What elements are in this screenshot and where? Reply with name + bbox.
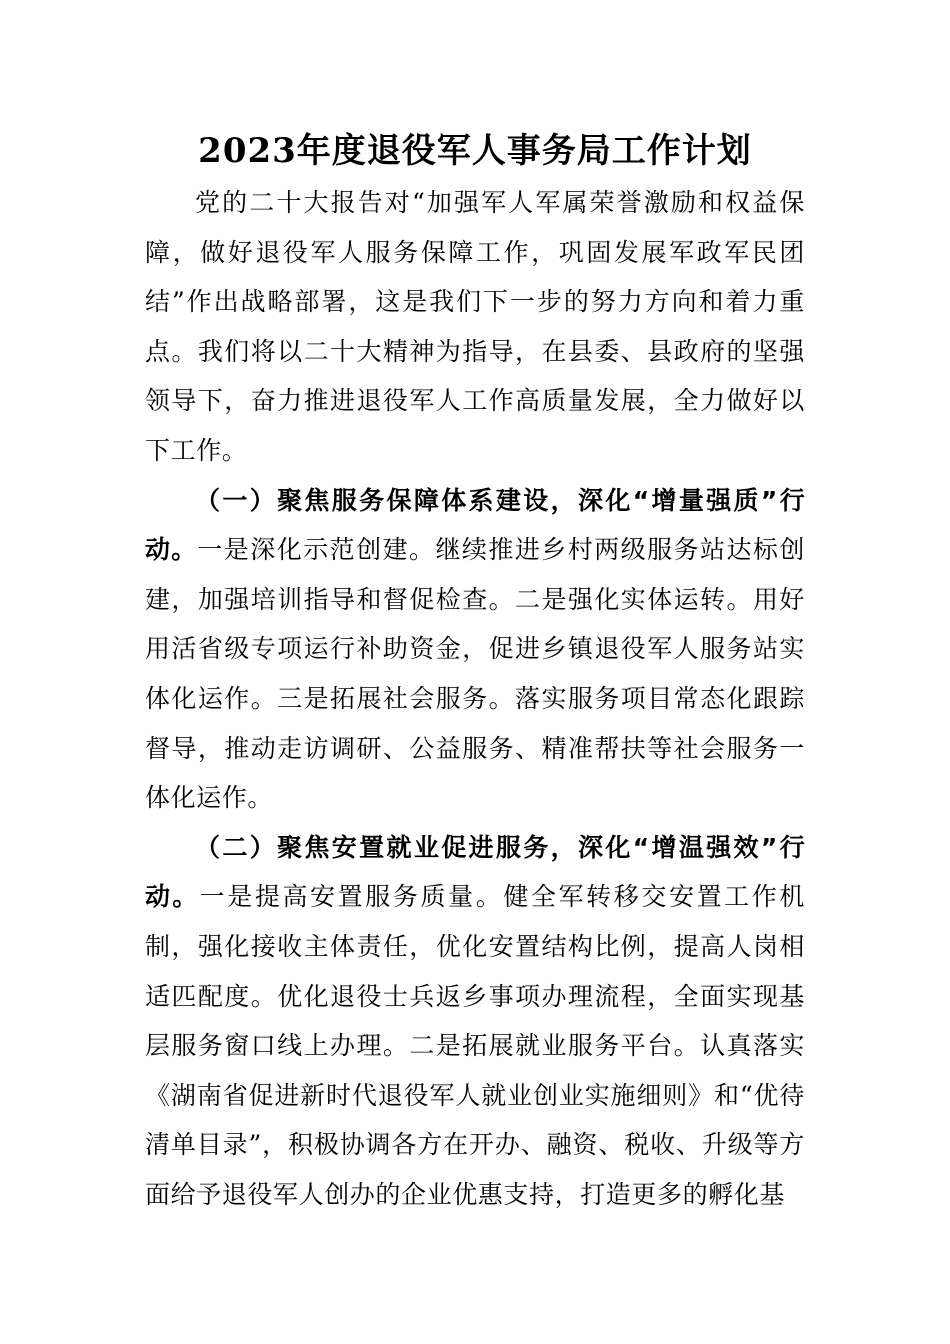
section-1-heading: （一）聚焦服务保障体系建设，深化“增量强质”行动。 <box>145 485 805 565</box>
document-body <box>145 178 805 1219</box>
section-1-body: 一是深化示范创建。继续推进乡村两级服务站达标创建，加强培训指导和督促检查。二是强化实体运转。用好用活省级专项运行补助资金，促进乡镇退役军人服务站实体化运作。三是拓展社会服务。落实服务项目常态化跟踪督导，推动走访调研、公益服务、精准帮扶等社会服务一体化运作。 <box>145 535 805 813</box>
intro-paragraph: 党的二十大报告对“加强军人军属荣誉激励和权益保障，做好退役军人服务保障工作，巩固发展军政军民团结”作出战略部署，这是我们下一步的努力方向和着力重点。我们将以二十大精神为指导，在县委、县政府的坚强领导下，奋力推进退役军人工作高质量发展，全力做好以下工作。 <box>145 188 805 465</box>
document-title: 2023年度退役军人事务局工作计划 <box>198 131 752 171</box>
section-2-heading: （二）聚焦安置就业促进服务，深化“增温强效”行动。 <box>145 832 805 912</box>
section-2-paragraph <box>145 823 805 1220</box>
section-2-body: 一是提高安置服务质量。健全军转移交安置工作机制，强化接收主体责任，优化安置结构比例，提高人岗相适匹配度。优化退役士兵返乡事项办理流程，全面实现基层服务窗口线上办理。二是拓展就业服务平台。认真落实《湖南省促进新时代退役军人就业创业实施细则》和“优待清单目录”，积极协调各方在开办、融资、税收、升级等方面给予退役军人创办的企业优惠支持，打造更多的孵化基 <box>145 882 805 1209</box>
section-1-paragraph <box>145 476 805 823</box>
